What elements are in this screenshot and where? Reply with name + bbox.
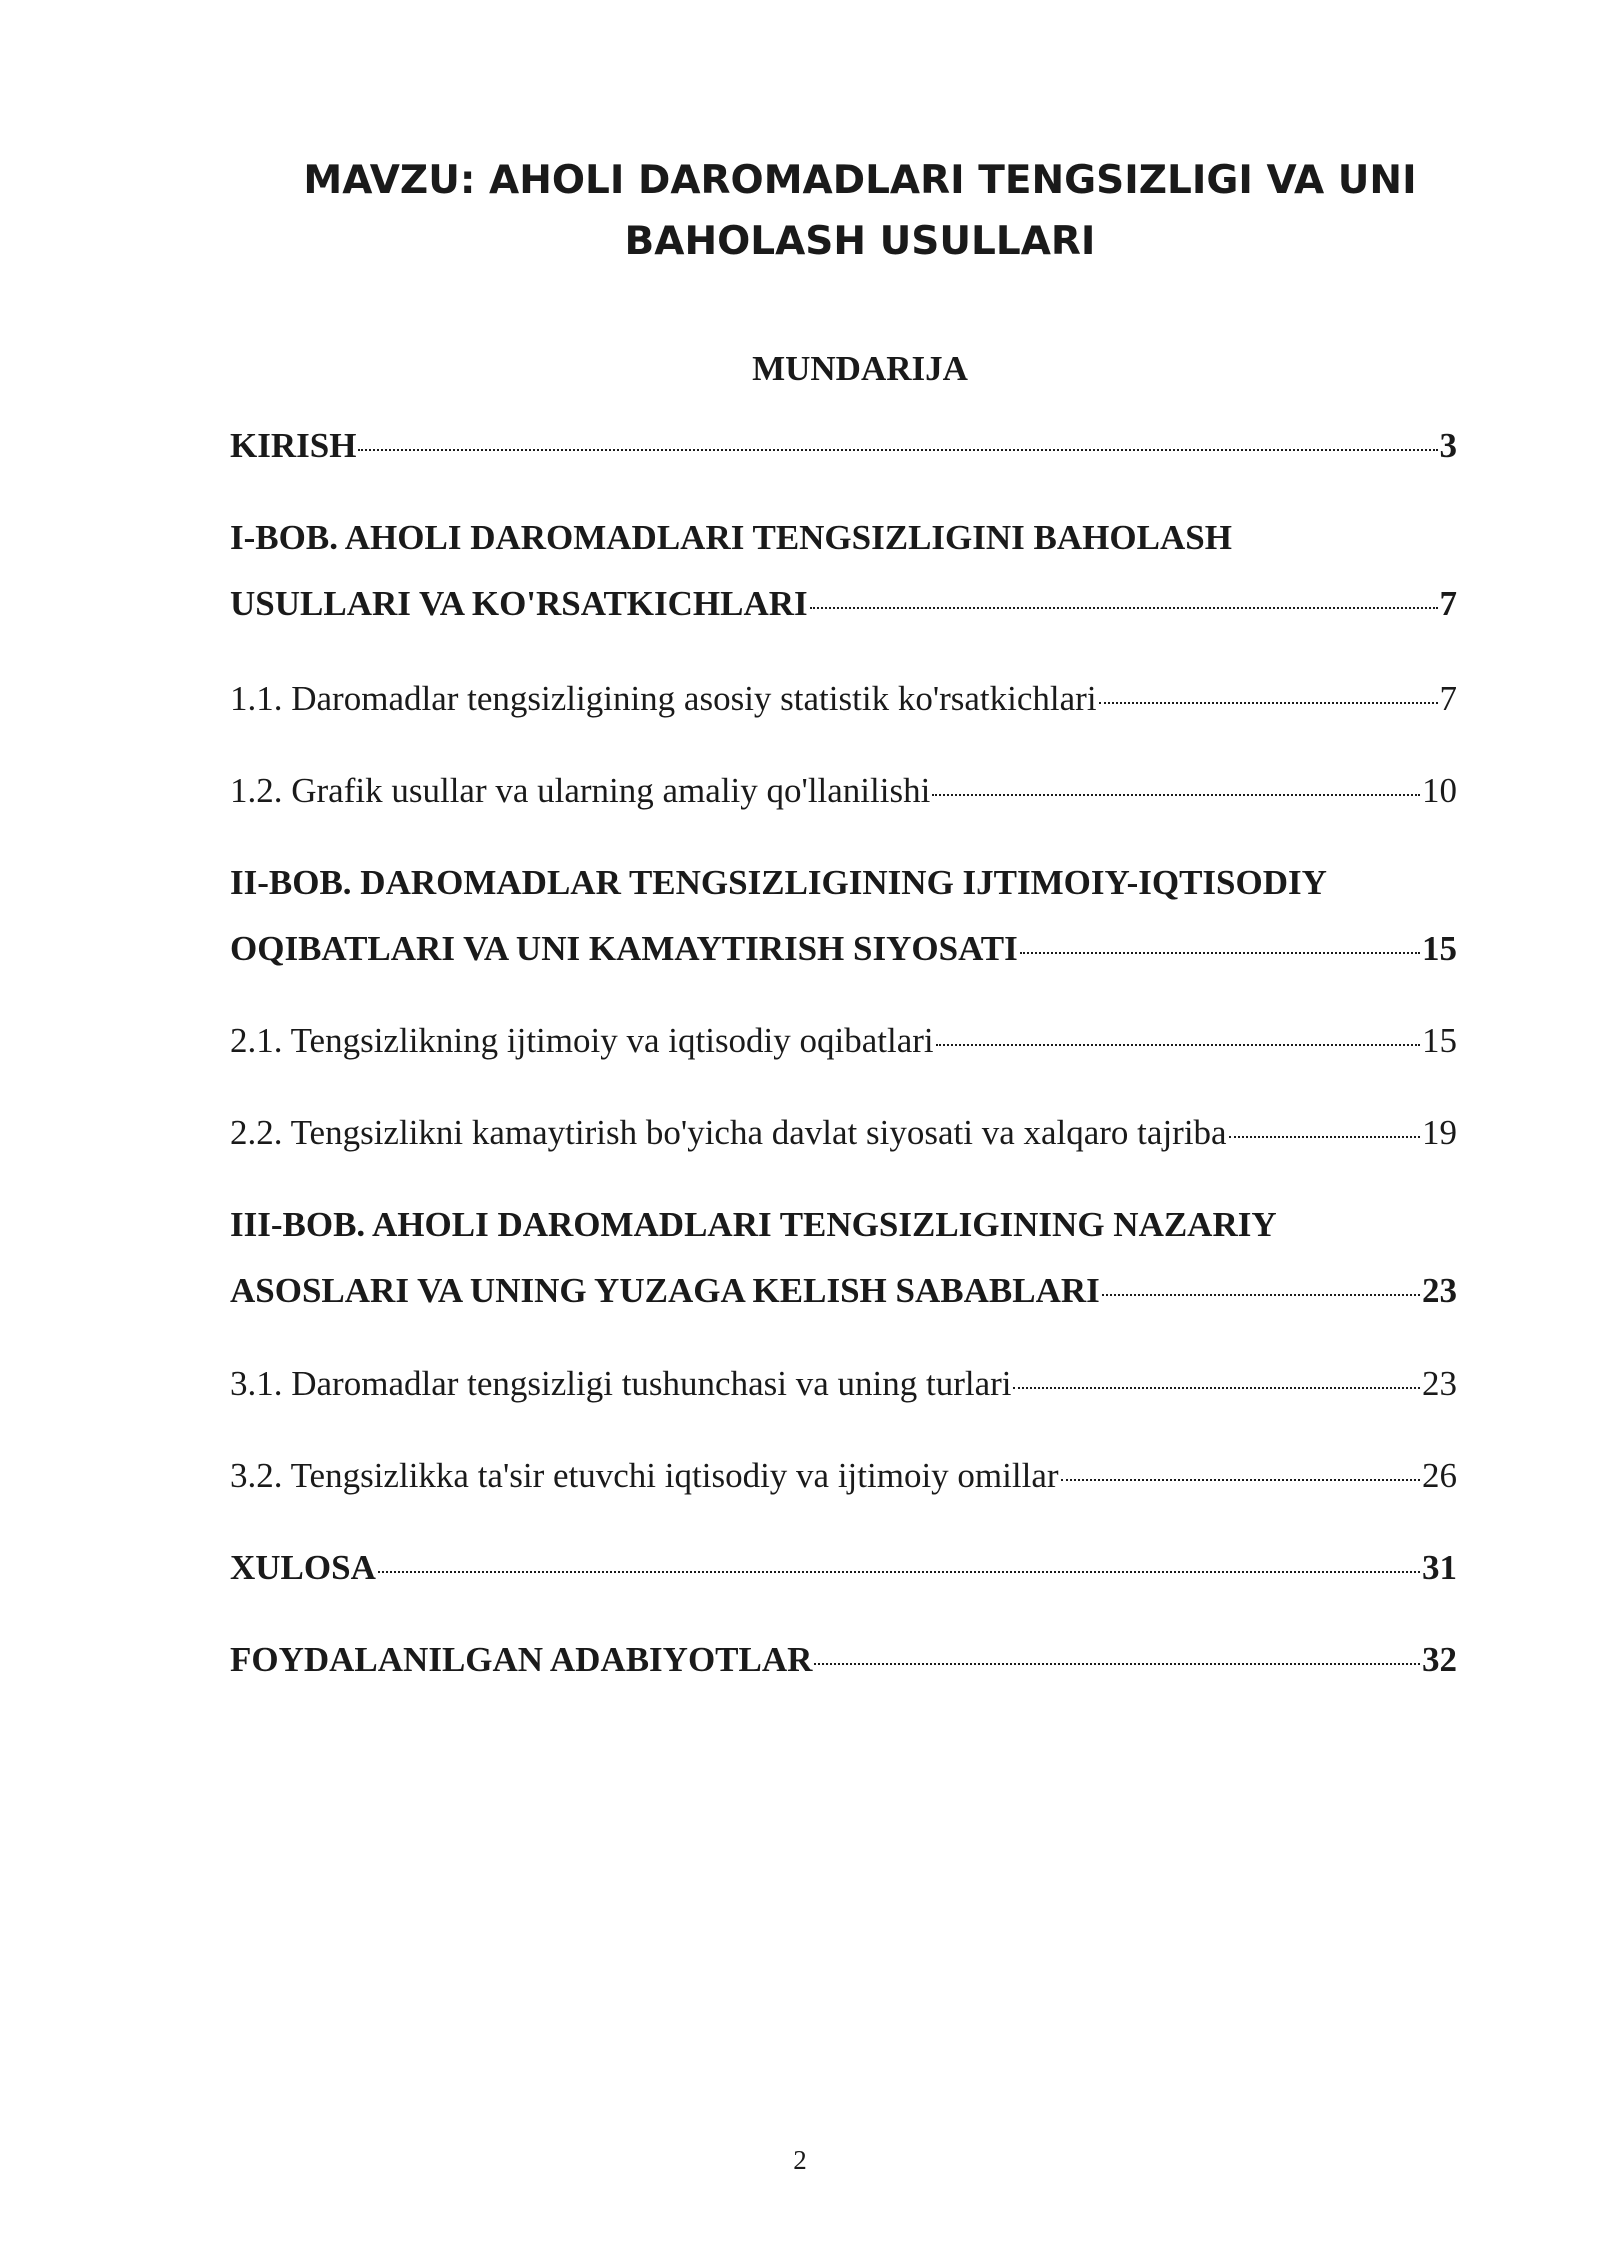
toc-entry-section-3-1[interactable] [230,1351,1457,1417]
toc-entry-kirish[interactable] [230,413,1457,479]
toc-entry-page: 23 [1422,1271,1457,1310]
toc-dot-leader [378,1571,1420,1573]
toc-entry-adabiyotlar[interactable] [230,1627,1457,1693]
toc-entry-page: 7 [1439,584,1457,623]
toc-entry-page: 23 [1422,1364,1457,1403]
document-title-line-2: BAHOLASH USULLARI [624,219,1096,264]
toc-heading: MUNDARIJA [752,349,968,388]
toc-dot-leader [810,607,1438,609]
toc-entry-page: 10 [1422,771,1457,810]
toc-entry-page: 31 [1422,1548,1457,1587]
toc-dot-leader [1020,952,1420,954]
toc-entry-text: 3.1. Daromadlar tengsizligi tushunchasi va uning turlari [230,1364,1012,1403]
toc-dot-leader [1013,1387,1420,1389]
toc-entry-text: KIRISH [230,426,357,465]
toc-entry-text: 2.1. Tengsizlikning ijtimoiy va iqtisodiy oqibatlari [230,1021,934,1060]
toc-entry-text: ASOSLARI VA UNING YUZAGA KELISH SABABLARI [230,1271,1100,1310]
toc-entry-xulosa[interactable] [230,1535,1457,1601]
toc-entry-section-1-1[interactable] [230,666,1457,732]
toc-entry-page: 32 [1422,1640,1457,1679]
toc-dot-leader [1061,1479,1420,1481]
toc-entry-text-line-1: I-BOB. AHOLI DAROMADLARI TENGSIZLIGINI BAHOLASH [230,518,1232,557]
toc-dot-leader [1102,1294,1420,1296]
toc-entry-text: 1.1. Daromadlar tengsizligining asosiy statistik ko'rsatkichlari [230,679,1097,718]
toc-dot-leader [358,449,1437,451]
table-of-contents [230,0,1457,1700]
toc-entry-page: 15 [1422,1021,1457,1060]
toc-entry-chapter-2[interactable] [230,850,1457,982]
toc-entry-text: XULOSA [230,1548,376,1587]
toc-entry-section-2-2[interactable] [230,1100,1457,1166]
toc-entry-page: 7 [1439,679,1457,718]
toc-dot-leader [1229,1136,1420,1138]
toc-dot-leader [932,794,1420,796]
toc-entry-page: 3 [1439,426,1457,465]
toc-entry-chapter-1[interactable] [230,505,1457,637]
toc-entry-text: 1.2. Grafik usullar va ularning amaliy qo'llanilishi [230,771,931,810]
toc-entry-page: 19 [1422,1113,1457,1152]
toc-entry-text: FOYDALANILGAN ADABIYOTLAR [230,1640,813,1679]
toc-entry-text: 2.2. Tengsizlikni kamaytirish bo'yicha davlat siyosati va xalqaro tajriba [230,1113,1227,1152]
toc-dot-leader [936,1044,1420,1046]
toc-entry-page: 15 [1422,929,1457,968]
toc-entry-section-1-2[interactable] [230,758,1457,824]
toc-entry-text: OQIBATLARI VA UNI KAMAYTIRISH SIYOSATI [230,929,1018,968]
toc-entry-text: USULLARI VA KO'RSATKICHLARI [230,584,808,623]
toc-entry-text-line-1: II-BOB. DAROMADLAR TENGSIZLIGINING IJTIMOIY-IQTISODIY [230,863,1327,902]
toc-dot-leader [814,1663,1420,1665]
toc-entry-page: 26 [1422,1456,1457,1495]
document-title-line-1: MAVZU: AHOLI DAROMADLARI TENGSIZLIGI VA UNI [303,158,1417,203]
toc-entry-text-line-1: III-BOB. AHOLI DAROMADLARI TENGSIZLIGINING NAZARIY [230,1205,1277,1244]
toc-dot-leader [1099,702,1438,704]
page-number: 2 [793,2145,807,2175]
toc-entry-chapter-3[interactable] [230,1192,1457,1324]
toc-entry-section-2-1[interactable] [230,1008,1457,1074]
toc-entry-section-3-2[interactable] [230,1443,1457,1509]
toc-entry-text: 3.2. Tengsizlikka ta'sir etuvchi iqtisodiy va ijtimoiy omillar [230,1456,1059,1495]
